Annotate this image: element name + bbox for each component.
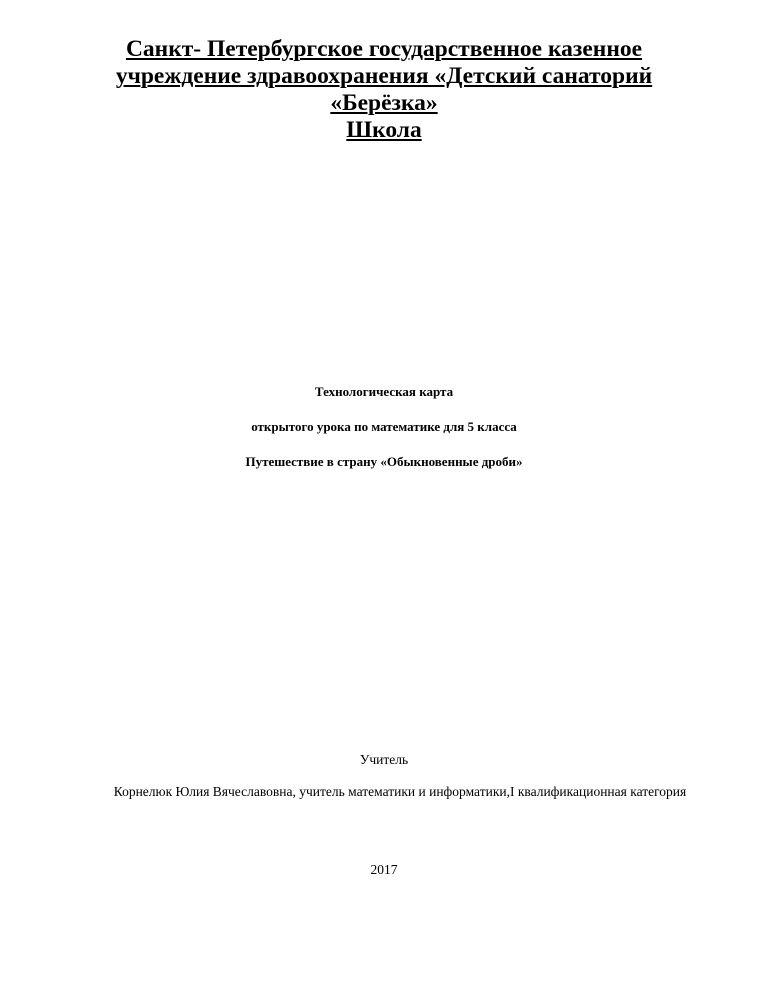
lesson-title-block xyxy=(0,384,768,469)
institution-name-line-3: «Берёзка» xyxy=(330,90,438,116)
institution-name-line-2: учреждение здравоохранения «Детский санаторий xyxy=(115,63,653,89)
institution-header xyxy=(0,36,768,144)
teacher-label: Учитель xyxy=(359,752,409,767)
document-year: 2017 xyxy=(370,862,398,877)
institution-name-line-1: Санкт- Петербургское государственное казенное xyxy=(125,36,643,62)
document-type: Технологическая карта xyxy=(314,384,454,399)
teacher-info: Корнелюк Юлия Вячеславовна, учитель математики и информатики,I квалификационная категория xyxy=(113,784,687,799)
school-label: Школа xyxy=(346,117,422,143)
lesson-subject: открытого урока по математике для 5 класса xyxy=(251,419,517,434)
lesson-topic: Путешествие в страну «Обыкновенные дроби» xyxy=(245,454,523,469)
